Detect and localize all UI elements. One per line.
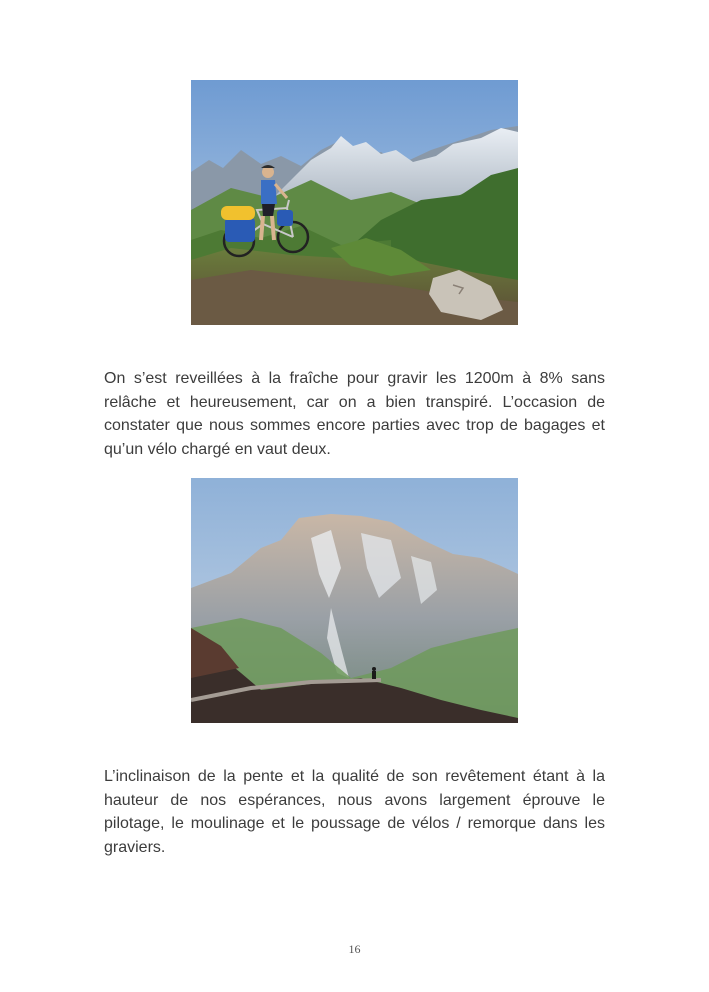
- photo-cyclist-mountain-view: [191, 80, 518, 325]
- paragraph-slope-description: L’inclinaison de la pente et la qualité de son revêtement étant à la hauteur de nos espérances, nous avons largement éprouve le pilotage, le moulinage et le poussage de vélos / remorque dans les graviers.: [104, 768, 605, 856]
- paragraph-climb-description: On s’est reveillées à la fraîche pour gravir les 1200m à 8% sans relâche et heureusement, car on a bien transpiré. L’occasion de constater que nous sommes encore parties avec trop de bagages et qu’un vélo chargé en vaut deux.: [104, 370, 605, 458]
- photo-cyclist-image: [191, 80, 518, 325]
- page-number: 16: [348, 942, 361, 956]
- photo-mountain-peak-road: [191, 478, 518, 723]
- photo-mountain-image: [191, 478, 518, 723]
